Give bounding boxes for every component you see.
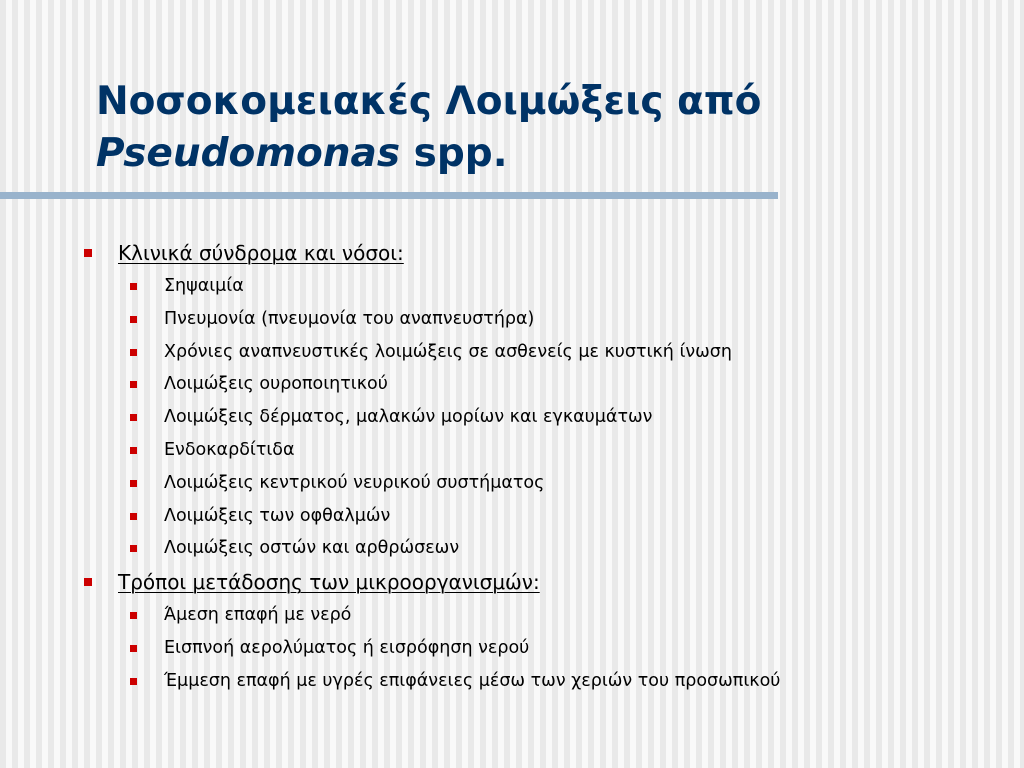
square-bullet-icon <box>130 612 137 619</box>
square-bullet-icon <box>84 578 92 586</box>
list-item <box>80 401 984 434</box>
square-bullet-icon <box>130 381 137 388</box>
section-heading-text: Τρόποι μετάδοσης των μικροοργανισμών: <box>118 570 540 595</box>
section-heading-transmission <box>80 565 984 599</box>
square-bullet-icon <box>84 249 92 257</box>
list-item <box>80 467 984 500</box>
square-bullet-icon <box>130 316 137 323</box>
list-item <box>80 434 984 467</box>
list-item-text: Λοιμώξεις κεντρικού νευρικού συστήματος <box>164 472 545 493</box>
section-heading-text: Κλινικά σύνδρομα και νόσοι: <box>118 241 404 265</box>
list-item-text: Λοιμώξεις ουροποιητικού <box>164 374 388 395</box>
slide-title <box>96 76 761 180</box>
list-item-text: Λοιμώξεις δέρματος, μαλακών μορίων και εγκαυμάτων <box>164 407 653 428</box>
square-bullet-icon <box>130 645 137 652</box>
list-item <box>80 336 984 369</box>
list-item-text: Χρόνιες αναπνευστικές λοιμώξεις σε ασθενείς με κυστική ίνωση <box>164 341 732 362</box>
list-item-text: Εισπνοή αερολύματος ή εισρόφηση νερού <box>164 637 530 658</box>
list-item-text: Ενδοκαρδίτιδα <box>164 439 295 460</box>
list-item-text: Σηψαιμία <box>164 276 244 296</box>
square-bullet-icon <box>130 349 137 356</box>
title-genus: Pseudomonas <box>96 131 401 176</box>
square-bullet-icon <box>130 678 137 685</box>
list-item <box>80 599 984 632</box>
square-bullet-icon <box>130 414 137 421</box>
square-bullet-icon <box>130 447 137 454</box>
list-item <box>80 632 984 665</box>
list-item <box>80 500 984 533</box>
list-item-text: Πνευμονία (πνευμονία του αναπνευστήρα) <box>164 308 535 329</box>
title-suffix: spp. <box>400 131 508 176</box>
list-item <box>80 270 984 303</box>
list-item-text: Έμμεση επαφή με υγρές επιφάνειες μέσω των χεριών του προσωπικού <box>164 670 781 691</box>
square-bullet-icon <box>130 513 137 520</box>
list-item-text: Λοιμώξεις των οφθαλμών <box>164 505 391 526</box>
list-item-text: Λοιμώξεις οστών και αρθρώσεων <box>164 538 460 559</box>
square-bullet-icon <box>130 480 137 487</box>
list-item-text: Άμεση επαφή με νερό <box>164 605 352 626</box>
list-item <box>80 532 984 565</box>
section-heading-clinical <box>80 236 984 270</box>
square-bullet-icon <box>130 283 137 290</box>
list-item <box>80 368 984 401</box>
square-bullet-icon <box>130 545 137 552</box>
list-item <box>80 665 984 698</box>
title-divider <box>0 192 778 199</box>
list-item <box>80 303 984 336</box>
title-line-1: Νοσοκομειακές Λοιμώξεις από <box>96 79 762 124</box>
bullet-list <box>80 236 984 698</box>
